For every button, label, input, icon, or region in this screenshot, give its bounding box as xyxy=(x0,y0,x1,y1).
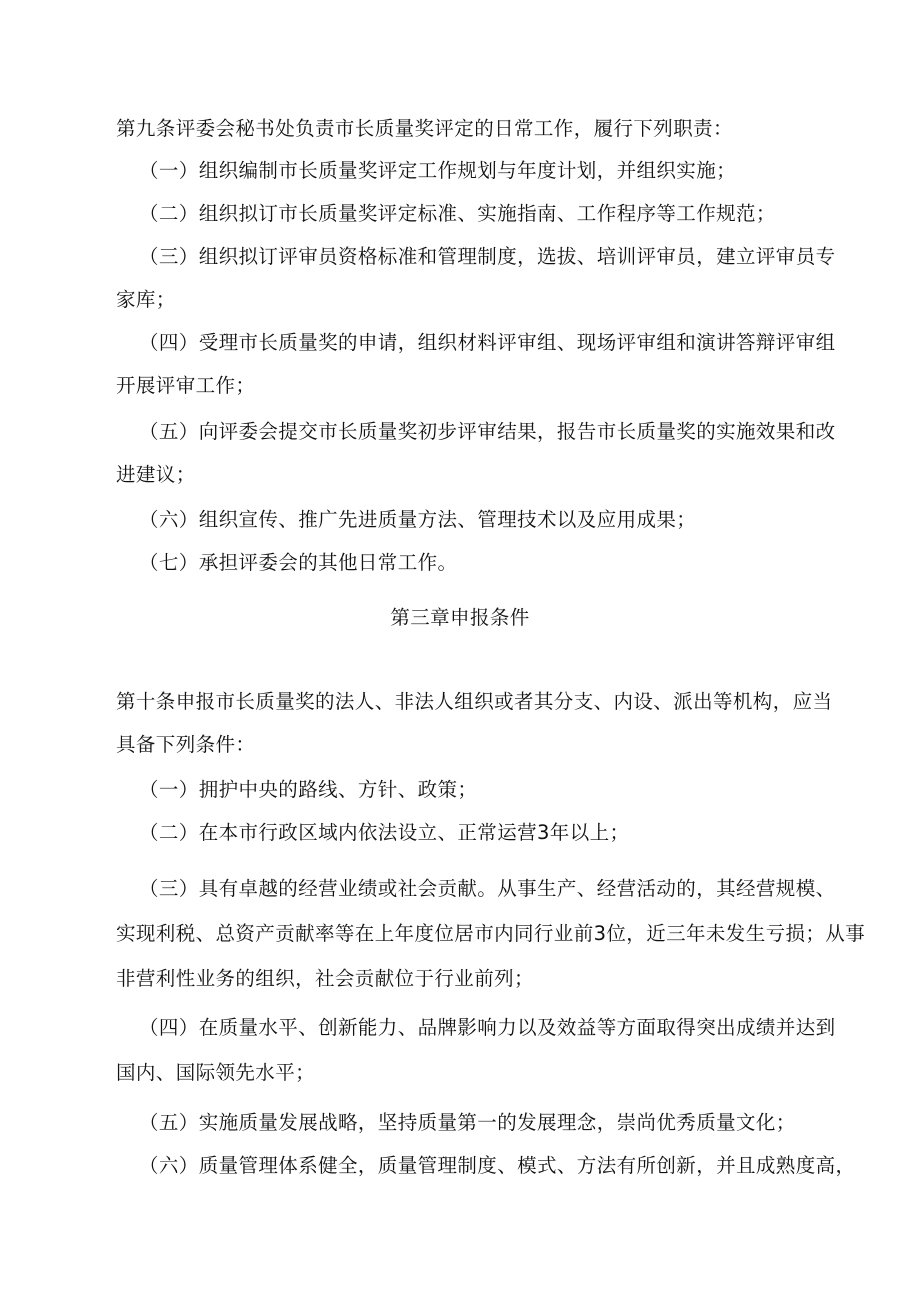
article-10-intro-cont: 具备下列条件： xyxy=(116,733,256,756)
article-10-item-2: （二）在本市行政区域内依法设立、正常运营3年以上； xyxy=(139,821,630,844)
article-9-item-2: （二）组织拟订市长质量奖评定标准、实施指南、工作程序等工作规范； xyxy=(139,202,776,225)
article-9-item-4: （四）受理市长质量奖的申请，组织材料评审组、现场评审组和演讲答辩评审组 xyxy=(139,331,836,354)
article-9-item-6: （六）组织宣传、推广先进质量方法、管理技术以及应用成果； xyxy=(139,508,697,531)
article-10-item-6: （六）质量管理体系健全，质量管理制度、模式、方法有所创新，并且成熟度高， xyxy=(139,1154,856,1177)
article-10-item-4: （四）在质量水平、创新能力、品牌影响力以及效益等方面取得突出成绩并达到 xyxy=(139,1016,836,1039)
article-9-item-1: （一）组织编制市长质量奖评定工作规划与年度计划，并组织实施； xyxy=(139,159,737,182)
article-10-item-3-cont-1: 实现利税、总资产贡献率等在上年度位居市内同行业前3位，近三年未发生亏损；从事 xyxy=(116,922,866,945)
article-9-item-5-cont: 进建议； xyxy=(116,463,196,486)
article-9-item-4-cont: 开展评审工作； xyxy=(116,374,256,397)
article-9-intro: 第九条评委会秘书处负责市长质量奖评定的日常工作，履行下列职责： xyxy=(116,117,733,140)
article-9-item-3: （三）组织拟订评审员资格标准和管理制度，选拔、培训评审员，建立评审员专 xyxy=(139,245,836,268)
article-10-item-5: （五）实施质量发展战略，坚持质量第一的发展理念，崇尚优秀质量文化； xyxy=(139,1111,796,1134)
article-10-item-1: （一）拥护中央的路线、方针、政策； xyxy=(139,778,478,801)
article-9-item-3-cont: 家库； xyxy=(116,288,176,311)
article-9-item-5: （五）向评委会提交市长质量奖初步评审结果，报告市长质量奖的实施效果和改 xyxy=(139,420,836,443)
article-9-item-7: （七）承担评委会的其他日常工作。 xyxy=(139,551,458,574)
chapter-3-heading: 第三章申报条件 xyxy=(390,606,530,629)
article-10-intro: 第十条申报市长质量奖的法人、非法人组织或者其分支、内设、派出等机构，应当 xyxy=(116,690,833,713)
article-10-item-4-cont: 国内、国际领先水平； xyxy=(116,1061,316,1084)
article-10-item-3: （三）具有卓越的经营业绩或社会贡献。从事生产、经营活动的，其经营规模、 xyxy=(139,877,836,900)
article-10-item-3-cont-2: 非营利性业务的组织，社会贡献位于行业前列； xyxy=(116,967,534,990)
